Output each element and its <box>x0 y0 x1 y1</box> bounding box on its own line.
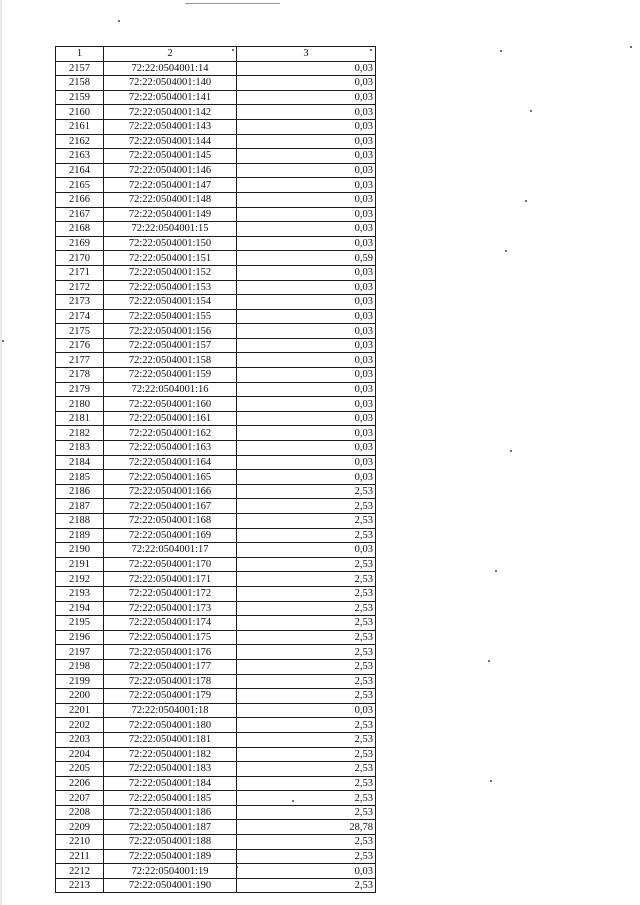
area-cell: 2,53 <box>237 528 376 543</box>
row-number-cell: 2189 <box>56 528 104 543</box>
table-row <box>56 441 376 456</box>
cadastral-number-cell: 72:22:0504001:175 <box>104 630 237 645</box>
cadastral-number-cell: 72:22:0504001:170 <box>104 557 237 572</box>
column-header-number: 1 <box>56 47 104 62</box>
cadastral-number-cell: 72:22:0504001:162 <box>104 426 237 441</box>
table-row <box>56 864 376 879</box>
area-cell: 2,53 <box>237 630 376 645</box>
row-number-cell: 2171 <box>56 265 104 280</box>
table-row <box>56 835 376 850</box>
table-body <box>56 61 376 893</box>
area-cell: 0,03 <box>237 455 376 470</box>
area-cell: 0,03 <box>237 61 376 76</box>
table-row <box>56 849 376 864</box>
row-number-cell: 2197 <box>56 645 104 660</box>
table-row <box>56 718 376 733</box>
area-cell: 0,03 <box>237 470 376 485</box>
row-number-cell: 2164 <box>56 163 104 178</box>
cadastral-number-cell: 72:22:0504001:144 <box>104 134 237 149</box>
area-cell: 2,53 <box>237 674 376 689</box>
scan-speck <box>530 110 532 112</box>
area-cell: 2,53 <box>237 659 376 674</box>
row-number-cell: 2188 <box>56 514 104 529</box>
area-cell: 0,03 <box>237 338 376 353</box>
row-number-cell: 2163 <box>56 149 104 164</box>
area-cell: 0,03 <box>237 309 376 324</box>
area-cell: 0,03 <box>237 207 376 222</box>
area-cell: 0,03 <box>237 543 376 558</box>
row-number-cell: 2178 <box>56 368 104 383</box>
row-number-cell: 2170 <box>56 251 104 266</box>
table-row <box>56 586 376 601</box>
table-row <box>56 645 376 660</box>
table-row <box>56 192 376 207</box>
cadastral-number-cell: 72:22:0504001:174 <box>104 616 237 631</box>
area-cell: 0,03 <box>237 382 376 397</box>
table-row <box>56 411 376 426</box>
area-cell: 2,53 <box>237 762 376 777</box>
area-cell: 0,03 <box>237 368 376 383</box>
cadastral-number-cell: 72:22:0504001:166 <box>104 484 237 499</box>
cadastral-number-cell: 72:22:0504001:183 <box>104 762 237 777</box>
table-row <box>56 543 376 558</box>
cadastral-number-cell: 72:22:0504001:172 <box>104 586 237 601</box>
area-cell: 2,53 <box>237 586 376 601</box>
cadastral-number-cell: 72:22:0504001:173 <box>104 601 237 616</box>
table-row <box>56 368 376 383</box>
cadastral-number-cell: 72:22:0504001:19 <box>104 864 237 879</box>
cadastral-number-cell: 72:22:0504001:165 <box>104 470 237 485</box>
row-number-cell: 2213 <box>56 878 104 893</box>
cadastral-number-cell: 72:22:0504001:152 <box>104 265 237 280</box>
area-cell: 0,03 <box>237 192 376 207</box>
cadastral-number-cell: 72:22:0504001:169 <box>104 528 237 543</box>
area-cell: 28,78 <box>237 820 376 835</box>
table-row <box>56 747 376 762</box>
area-cell: 0,03 <box>237 149 376 164</box>
row-number-cell: 2167 <box>56 207 104 222</box>
row-number-cell: 2158 <box>56 76 104 91</box>
area-cell: 2,53 <box>237 718 376 733</box>
table-row <box>56 601 376 616</box>
table-row <box>56 514 376 529</box>
row-number-cell: 2211 <box>56 849 104 864</box>
table-row <box>56 455 376 470</box>
area-cell: 0,03 <box>237 295 376 310</box>
table-row <box>56 178 376 193</box>
row-number-cell: 2187 <box>56 499 104 514</box>
cadastral-number-cell: 72:22:0504001:179 <box>104 689 237 704</box>
page-edge <box>0 0 2 905</box>
table-row <box>56 616 376 631</box>
cadastral-number-cell: 72:22:0504001:146 <box>104 163 237 178</box>
table-row <box>56 265 376 280</box>
row-number-cell: 2162 <box>56 134 104 149</box>
table-row <box>56 703 376 718</box>
row-number-cell: 2161 <box>56 119 104 134</box>
row-number-cell: 2166 <box>56 192 104 207</box>
cadastral-number-cell: 72:22:0504001:142 <box>104 105 237 120</box>
area-cell: 2,53 <box>237 572 376 587</box>
cadastral-number-cell: 72:22:0504001:15 <box>104 222 237 237</box>
table-row <box>56 426 376 441</box>
row-number-cell: 2159 <box>56 90 104 105</box>
cadastral-number-cell: 72:22:0504001:160 <box>104 397 237 412</box>
cadastral-number-cell: 72:22:0504001:158 <box>104 353 237 368</box>
area-cell: 2,53 <box>237 878 376 893</box>
row-number-cell: 2179 <box>56 382 104 397</box>
row-number-cell: 2205 <box>56 762 104 777</box>
table-row <box>56 484 376 499</box>
table-row <box>56 732 376 747</box>
area-cell: 2,53 <box>237 689 376 704</box>
row-number-cell: 2190 <box>56 543 104 558</box>
area-cell: 0,03 <box>237 119 376 134</box>
table-row <box>56 805 376 820</box>
table-row <box>56 119 376 134</box>
row-number-cell: 2194 <box>56 601 104 616</box>
area-cell: 2,53 <box>237 849 376 864</box>
area-cell: 2,53 <box>237 791 376 806</box>
cadastral-number-cell: 72:22:0504001:18 <box>104 703 237 718</box>
row-number-cell: 2173 <box>56 295 104 310</box>
table-row <box>56 76 376 91</box>
cadastral-number-cell: 72:22:0504001:151 <box>104 251 237 266</box>
cadastral-number-cell: 72:22:0504001:177 <box>104 659 237 674</box>
table-row <box>56 791 376 806</box>
area-cell: 2,53 <box>237 732 376 747</box>
column-header-cadastral-number: 2 <box>104 47 237 62</box>
area-cell: 0,03 <box>237 163 376 178</box>
cadastral-number-cell: 72:22:0504001:164 <box>104 455 237 470</box>
area-cell: 2,53 <box>237 484 376 499</box>
table-row <box>56 674 376 689</box>
table-row <box>56 689 376 704</box>
row-number-cell: 2212 <box>56 864 104 879</box>
row-number-cell: 2191 <box>56 557 104 572</box>
cadastral-number-cell: 72:22:0504001:156 <box>104 324 237 339</box>
row-number-cell: 2169 <box>56 236 104 251</box>
scan-speck <box>2 340 4 342</box>
row-number-cell: 2182 <box>56 426 104 441</box>
table-row <box>56 470 376 485</box>
area-cell: 2,53 <box>237 499 376 514</box>
table-row <box>56 149 376 164</box>
row-number-cell: 2199 <box>56 674 104 689</box>
row-number-cell: 2180 <box>56 397 104 412</box>
row-number-cell: 2177 <box>56 353 104 368</box>
scan-speck <box>510 450 512 452</box>
cadastral-number-cell: 72:22:0504001:149 <box>104 207 237 222</box>
row-number-cell: 2183 <box>56 441 104 456</box>
table-row <box>56 820 376 835</box>
cadastral-number-cell: 72:22:0504001:189 <box>104 849 237 864</box>
row-number-cell: 2181 <box>56 411 104 426</box>
cadastral-number-cell: 72:22:0504001:188 <box>104 835 237 850</box>
row-number-cell: 2202 <box>56 718 104 733</box>
table-row <box>56 222 376 237</box>
cadastral-number-cell: 72:22:0504001:150 <box>104 236 237 251</box>
cadastral-number-cell: 72:22:0504001:168 <box>104 514 237 529</box>
row-number-cell: 2201 <box>56 703 104 718</box>
row-number-cell: 2157 <box>56 61 104 76</box>
area-cell: 2,53 <box>237 514 376 529</box>
row-number-cell: 2185 <box>56 470 104 485</box>
land-plot-table <box>55 46 376 893</box>
table-row <box>56 353 376 368</box>
scan-top-line <box>185 3 280 4</box>
area-cell: 0,03 <box>237 90 376 105</box>
area-cell: 0,03 <box>237 703 376 718</box>
row-number-cell: 2208 <box>56 805 104 820</box>
row-number-cell: 2174 <box>56 309 104 324</box>
row-number-cell: 2196 <box>56 630 104 645</box>
table-row <box>56 397 376 412</box>
row-number-cell: 2160 <box>56 105 104 120</box>
scan-speck <box>500 50 502 52</box>
area-cell: 0,03 <box>237 236 376 251</box>
area-cell: 2,53 <box>237 601 376 616</box>
area-cell: 2,53 <box>237 776 376 791</box>
scan-speck <box>495 570 497 572</box>
scan-speck <box>488 660 490 662</box>
area-cell: 0,03 <box>237 441 376 456</box>
cadastral-number-cell: 72:22:0504001:154 <box>104 295 237 310</box>
table-row <box>56 295 376 310</box>
area-cell: 2,53 <box>237 747 376 762</box>
row-number-cell: 2172 <box>56 280 104 295</box>
cadastral-number-cell: 72:22:0504001:140 <box>104 76 237 91</box>
cadastral-number-cell: 72:22:0504001:141 <box>104 90 237 105</box>
scan-speck <box>505 250 507 252</box>
area-cell: 2,53 <box>237 557 376 572</box>
table-row <box>56 878 376 893</box>
row-number-cell: 2198 <box>56 659 104 674</box>
table-header-row <box>56 47 376 62</box>
row-number-cell: 2192 <box>56 572 104 587</box>
cadastral-number-cell: 72:22:0504001:148 <box>104 192 237 207</box>
scan-speck <box>630 46 632 48</box>
cadastral-number-cell: 72:22:0504001:153 <box>104 280 237 295</box>
row-number-cell: 2193 <box>56 586 104 601</box>
table-row <box>56 236 376 251</box>
table-row <box>56 659 376 674</box>
area-cell: 0,03 <box>237 76 376 91</box>
cadastral-number-cell: 72:22:0504001:157 <box>104 338 237 353</box>
cadastral-number-cell: 72:22:0504001:180 <box>104 718 237 733</box>
area-cell: 0,03 <box>237 178 376 193</box>
area-cell: 2,53 <box>237 645 376 660</box>
area-cell: 2,53 <box>237 835 376 850</box>
table-row <box>56 776 376 791</box>
table-row <box>56 134 376 149</box>
cadastral-number-cell: 72:22:0504001:155 <box>104 309 237 324</box>
area-cell: 0,03 <box>237 280 376 295</box>
table-row <box>56 572 376 587</box>
scan-speck <box>525 200 527 202</box>
area-cell: 0,03 <box>237 105 376 120</box>
cadastral-number-cell: 72:22:0504001:182 <box>104 747 237 762</box>
row-number-cell: 2206 <box>56 776 104 791</box>
table-row <box>56 90 376 105</box>
row-number-cell: 2176 <box>56 338 104 353</box>
area-cell: 0,03 <box>237 134 376 149</box>
cadastral-number-cell: 72:22:0504001:159 <box>104 368 237 383</box>
cadastral-number-cell: 72:22:0504001:17 <box>104 543 237 558</box>
table-row <box>56 762 376 777</box>
row-number-cell: 2168 <box>56 222 104 237</box>
area-cell: 0,03 <box>237 353 376 368</box>
cadastral-number-cell: 72:22:0504001:176 <box>104 645 237 660</box>
scan-speck <box>118 20 120 22</box>
cadastral-number-cell: 72:22:0504001:163 <box>104 441 237 456</box>
cadastral-number-cell: 72:22:0504001:181 <box>104 732 237 747</box>
table-row <box>56 207 376 222</box>
row-number-cell: 2203 <box>56 732 104 747</box>
table-row <box>56 499 376 514</box>
row-number-cell: 2195 <box>56 616 104 631</box>
area-cell: 2,53 <box>237 616 376 631</box>
row-number-cell: 2184 <box>56 455 104 470</box>
cadastral-number-cell: 72:22:0504001:161 <box>104 411 237 426</box>
cadastral-number-cell: 72:22:0504001:14 <box>104 61 237 76</box>
table-row <box>56 251 376 266</box>
cadastral-number-cell: 72:22:0504001:167 <box>104 499 237 514</box>
cadastral-number-cell: 72:22:0504001:147 <box>104 178 237 193</box>
table-row <box>56 309 376 324</box>
row-number-cell: 2186 <box>56 484 104 499</box>
table-row <box>56 557 376 572</box>
row-number-cell: 2209 <box>56 820 104 835</box>
row-number-cell: 2207 <box>56 791 104 806</box>
cadastral-number-cell: 72:22:0504001:185 <box>104 791 237 806</box>
table-row <box>56 163 376 178</box>
area-cell: 0,03 <box>237 324 376 339</box>
cadastral-number-cell: 72:22:0504001:16 <box>104 382 237 397</box>
row-number-cell: 2210 <box>56 835 104 850</box>
cadastral-number-cell: 72:22:0504001:178 <box>104 674 237 689</box>
scan-speck <box>490 780 492 782</box>
cadastral-number-cell: 72:22:0504001:145 <box>104 149 237 164</box>
row-number-cell: 2175 <box>56 324 104 339</box>
cadastral-number-cell: 72:22:0504001:187 <box>104 820 237 835</box>
cadastral-number-cell: 72:22:0504001:186 <box>104 805 237 820</box>
table-row <box>56 61 376 76</box>
area-cell: 0,03 <box>237 411 376 426</box>
row-number-cell: 2204 <box>56 747 104 762</box>
area-cell: 2,53 <box>237 805 376 820</box>
area-cell: 0,59 <box>237 251 376 266</box>
row-number-cell: 2200 <box>56 689 104 704</box>
table-row <box>56 630 376 645</box>
cadastral-number-cell: 72:22:0504001:171 <box>104 572 237 587</box>
table-row <box>56 382 376 397</box>
area-cell: 0,03 <box>237 265 376 280</box>
cadastral-number-cell: 72:22:0504001:190 <box>104 878 237 893</box>
row-number-cell: 2165 <box>56 178 104 193</box>
area-cell: 0,03 <box>237 222 376 237</box>
table-row <box>56 338 376 353</box>
table-row <box>56 280 376 295</box>
table-row <box>56 528 376 543</box>
table-row <box>56 324 376 339</box>
area-cell: 0,03 <box>237 864 376 879</box>
cadastral-number-cell: 72:22:0504001:143 <box>104 119 237 134</box>
area-cell: 0,03 <box>237 426 376 441</box>
cadastral-number-cell: 72:22:0504001:184 <box>104 776 237 791</box>
table-row <box>56 105 376 120</box>
area-cell: 0,03 <box>237 397 376 412</box>
column-header-area: 3 <box>237 47 376 62</box>
